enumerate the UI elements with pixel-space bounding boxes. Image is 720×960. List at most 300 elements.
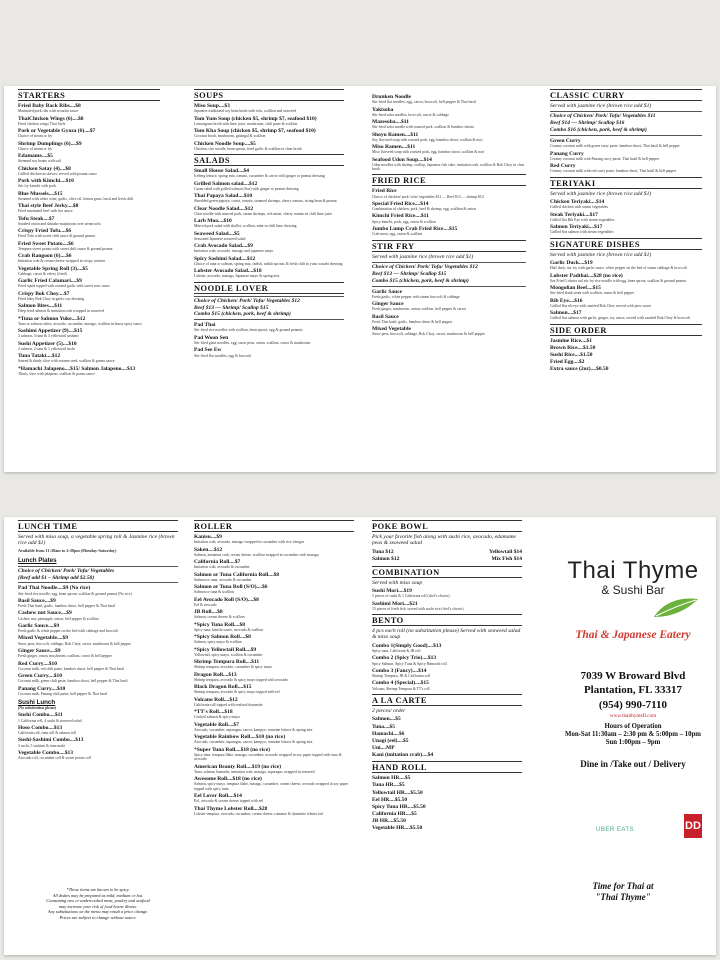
menu-item-name: Basil Sauce....$9 [18, 597, 56, 604]
menu-item-description: Creamy coconut milk with green curry paste, bamboo shoot, Thai basil & bell pepper [550, 144, 680, 149]
menu-item-description: California roll topped with seafood dynamite [194, 702, 263, 707]
menu-item-description: Imitation crab, avocado, masago and japanese mayo [194, 249, 274, 254]
menu-item-description: Imitation crab, avocado, masago wrapped in cucumber with rice vinegar [194, 540, 304, 545]
menu-item-description: Steamed soy beans with salt [18, 159, 61, 164]
menu-item-description: 5 pieces of sushi & 1 California roll (chef's choice) [372, 594, 450, 599]
noodle-list-cont [372, 94, 526, 171]
menu-item-description: Shrimp Tempura, JB & California roll [372, 674, 430, 679]
menu-item-description: Imitation crab, avocado & cucumber [194, 565, 250, 570]
menu-item-name: Green Curry....$10 [18, 673, 63, 680]
menu-item-description: Minced pork salad with shallot, scallion, mint in chili lime dressing [194, 224, 297, 229]
noodle-lover-heading: NOODLE LOVER [194, 282, 344, 294]
teriyaki-list [550, 199, 702, 235]
list-item: Fried Egg....$2 [550, 359, 585, 366]
soups-salads-column [194, 86, 344, 358]
menu-item-description: Green salad with grilled salmon (6oz) with ginger or peanut dressing [194, 186, 299, 191]
menu-item-name: Red Curry....$10 [18, 660, 57, 667]
menu-item-name: Sushi Mori....$19 [372, 588, 412, 595]
menu-item-description: Japanese traditional soy bean broth with tofu, scallion and seaweed [194, 109, 297, 114]
signature-heading: SIGNATURE DISHES [550, 238, 702, 250]
roller-column [194, 517, 354, 816]
list-item: California HR....$5 [372, 811, 417, 818]
menu-item-description: Choice of chicken/ pork/ tofu/ vegetables $11 — Beef $13 — shrimp $14 [372, 194, 484, 199]
menu-item-name: Tom Kha Soup (chicken $5, shrimp $7, seafood $10) [194, 128, 316, 135]
menu-item-description: Fresh Thai basil, garlic, bamboo shoot, bell pepper & Thai basil [18, 604, 115, 609]
menu-item-name: Chicken Noodle Soup....$5 [194, 140, 256, 147]
alacarte-heading: A LA CARTE [372, 694, 522, 706]
menu-item-description: Cabbage, carrot & celery (fried) [18, 271, 67, 276]
sushi-lunch-heading: Sushi Lunch [18, 699, 56, 707]
menu-page-2 [4, 517, 716, 955]
menu-item-name: Salmon....$17 [550, 310, 582, 317]
menu-item-description: Udon noodles with shrimp, scallop, Japanese fish cake, imitation crab, scallion & Bok Choy in clear broth [372, 162, 525, 172]
teriyaki-note: Served with jasmine rice (brown rice add $1) [550, 190, 652, 197]
menu-item-name: Eel Lover Roll....$14 [194, 793, 242, 800]
menu-item-description: Yellowtail, spicy mayo, scallion & cucumber [194, 652, 263, 657]
side-order-heading: SIDE ORDER [550, 324, 702, 336]
menu-item-name: Mixed Vegetable [372, 326, 411, 333]
menu-item-name: Mongolian Beef....$15 [550, 285, 601, 292]
lunch-combo [18, 566, 178, 584]
menu-item-description: Spicy Salmon, Spicy Tuna & Spicy Hamachi roll [372, 661, 447, 666]
lunch-list [18, 585, 178, 696]
menu-item-name: Tofu Steak....$7 [18, 215, 55, 222]
price-row [372, 549, 522, 556]
menu-item-description: Choice of tuna or salmon, spring mix, radish, radish sprouts & fresh chili in yuzu wasabi dressing [194, 261, 343, 266]
closing-tagline [560, 881, 686, 903]
menu-item-description: Fried marinated beef with hot sauce [18, 209, 73, 214]
menu-item-name: Black Dragon Roll....$15 [194, 684, 252, 691]
menu-item-name: Shrimp Tempura Roll....$11 [194, 659, 260, 666]
menu-item-description: Imitation crab & cream cheese wrapped in crispy wonton [18, 259, 106, 264]
menu-item-description: Coconut milk, green chili paste, bamboo shoot, bell pepper & Thai basil [18, 679, 128, 684]
menu-item-name: Combo 2 (Spicy Trio)....$13 [372, 655, 437, 662]
menu-item-name: Salmon Teriyaki....$17 [550, 224, 603, 231]
menu-item-name: Eel Avocado Roll (S/O)....$8 [194, 596, 259, 603]
price-row [372, 556, 522, 563]
list-item: Eel HR....$5.50 [372, 796, 408, 803]
list-item: Jasmine Rice....$1 [550, 337, 593, 344]
text-line: Beef $14 — Shrimp/ Scallop $16 [550, 120, 625, 127]
menu-item-name: Yakisoba [372, 106, 394, 113]
menu-item-name: Vegetable Rainbow Roll....$10 (no rice) [194, 734, 286, 741]
salads-list [194, 168, 344, 279]
menu-item-description: Fresh garlic, white pepper with steam broccoli & cabbage [372, 294, 460, 299]
menu-item-description: Fresh ginger, mushroom, onion, scallion, bell pepper & carrot [372, 307, 466, 312]
menu-item-name: *Tuna or Salmon Yuke....$12 [18, 315, 86, 322]
list-item: Spicy Tuna HR....$5.50 [372, 803, 426, 810]
stir-fry-heading: STIR FRY [372, 240, 526, 252]
menu-item-description: Fried baby Bok Choy in garlic soy dressing [18, 296, 85, 301]
noodle-lover-list [194, 322, 344, 358]
hand-roll-heading: HAND ROLL [372, 761, 522, 773]
stir-fry-note: Served with jasmine rice (brown rice add $1) [372, 253, 474, 260]
menu-item-name: Panang Curry [550, 150, 584, 157]
menu-item-description: Seared & thinly slice with sesame seed, scallion & ponzu sauce [18, 359, 115, 364]
menu-item-name: Sashimi Appetizer (9)....$15 [18, 328, 83, 335]
menu-item-name: Pad Woon Sen [194, 334, 229, 341]
signature-note: Served with jasmine rice (brown rice add $1) [550, 251, 652, 258]
signature-list [550, 260, 702, 321]
price-cell: Yellowtail $14 [489, 548, 522, 555]
poke-prices [372, 549, 522, 563]
menu-item-name: Cashew nut Sauce....$9 [18, 610, 72, 617]
menu-item-description: Fried squid topped with roasted garlic with sweet sour sauce [18, 284, 110, 289]
menu-item-description: Lobster tempura, avocado, cucumber, cream cheese, romaine & dynamite lobster tail [194, 811, 323, 816]
list-item: Vegetable HR....$5.50 [372, 825, 423, 832]
menu-item-name: Shoyu Ramen....$11 [372, 131, 419, 138]
menu-item-name: Miso Soup....$3 [194, 103, 230, 109]
menu-item-name: Pork or Vegetable Gyoza (6)....$7 [18, 128, 96, 135]
menu-item-name: *Spicy Salmon Roll....$8 [194, 634, 251, 641]
combination-heading: COMBINATION [372, 566, 522, 578]
alacarte-note: 2 pieces/ order [372, 707, 406, 714]
menu-item-description: Stir-fried rice noodles with scallion, bean sprout, egg & ground peanuts [194, 328, 303, 333]
bento-note: 4 pcs each roll (no substitution please) Served with seaweed salad & miso soup [372, 628, 521, 641]
menu-item-name: *Super Tuna Roll....$18 (no rice) [194, 746, 270, 753]
text-line: Choice of Chicken/ Pork/ Tofu/ Vegetables [18, 567, 115, 574]
doordash-logo: DD [684, 814, 702, 838]
combination-list [372, 588, 522, 611]
text-line: Combo $15 (chicken, pork, beef & shrimp) [194, 311, 291, 318]
menu-item-description: Grilled chicken in skewer, served with peanut sauce [18, 171, 97, 176]
logo-wordmark: Thai Thyme [567, 557, 699, 584]
menu-item-description: 3 salmon, 3 tuna & 3 yellowtail sashimi [18, 334, 79, 339]
list-item: Yellowtail HR....$5.50 [372, 789, 423, 796]
website-link[interactable]: www.thaithymefl.com [609, 712, 657, 719]
menu-item-description: Salmon, spicy mayo, tempura flake, masago, cucumber, cream cheese, avocado wrapped in soy paper topped with spicy tuna [194, 782, 349, 791]
list-item: Unagi (eel)....$5 [372, 737, 409, 744]
menu-item-description: Stir-fried flank steak with scallion, onion & bell pepper [550, 291, 635, 296]
text-line: may increase your risk of food borne illness. [58, 903, 138, 909]
menu-item-name: Blue Mussels....$15 [18, 190, 63, 197]
menu-item-name: Crab Avocado Salad....$9 [194, 243, 253, 250]
address-line-1: 7039 W Broward Blvd [580, 670, 686, 682]
price-cell: Mix Fish $14 [491, 555, 522, 562]
menu-item-name: Garlic Sauce....$9 [18, 622, 60, 629]
text-line: Prices are subject to change without notice. [59, 914, 137, 920]
poke-heading: POKE BOWL [372, 520, 522, 532]
menu-item-name: Tuna Tataki....$12 [18, 353, 61, 360]
menu-item-description: Fresh Thai basil, garlic, bamboo shoot & bell pepper [372, 319, 453, 324]
menu-item-name: Garlic Sauce [372, 288, 403, 295]
menu-item-description: Thinly slice with jalapeno, scallion & ponzu sauce [18, 371, 95, 376]
menu-item-name: Kimchi Fried Rice....$11 [372, 213, 429, 220]
text-line: Choice of Chicken/ Pork/ Tofu/ Vegetables $11 [550, 113, 656, 120]
menu-item-name: JB Roll....$8 [194, 609, 223, 616]
menu-item-name: *Hamachi Jalapeno....$15/ Salmon Jalapeno....$13 [18, 365, 136, 372]
menu-item-name: Mazesoba....$11 [372, 119, 409, 126]
menu-item-description: Choice of steam or fry [18, 146, 53, 151]
menu-item-description: Salmon, spicy mayo & scallion [194, 640, 242, 645]
tagline-line-1: Time for Thai at [592, 881, 654, 891]
soups-heading: SOUPS [194, 89, 344, 101]
menu-item-name: Dragon Roll....$13 [194, 671, 237, 678]
menu-item-name: Panang Curry....$10 [18, 685, 66, 692]
text-line: Combo $15 (chicken, pork, beef & shrimp) [372, 277, 469, 284]
menu-item-description: Choice of steam or fry [18, 134, 53, 139]
menu-item-description: Spicy kimchi, pork, egg, onion & scallion [372, 219, 436, 224]
menu-item-description: Shrimp tempura, avocado & spicy mayo topped with avocado [194, 677, 288, 682]
fried-rice-heading: FRIED RICE [372, 174, 526, 186]
menu-item-description: Grilled flat Rib Eye with steam vegetables [550, 217, 615, 222]
menu-item-name: Thai Thyme Lobster Roll....$28 [194, 805, 268, 812]
sushi-lunch-note: (No substitution please) [18, 706, 57, 711]
menu-item-name: Tom Yum Soup (chicken $5, shrimp $7, seafood $10) [194, 115, 317, 122]
price-cell: Tuna $12 [372, 548, 394, 555]
menu-item-name: Sashimi Mori....$21 [372, 600, 418, 607]
menu-item-description: Grilled 6oz salmon with garlic, ginger, soy sauce, served with sautéed Bok Choy & broccoli [550, 316, 690, 321]
menu-item-description: Stir-fried soba noodle with roasted pork, scallion & bamboo shoots [372, 125, 475, 130]
list-item: Kani (imitation crab)....$4 [372, 752, 434, 759]
menu-item-description: Salmon or tuna, avocado & cucumber [194, 577, 252, 582]
menu-item-description: 15 pieces of fresh fish, served with sushi rice (chef's choice) [372, 606, 464, 611]
text-line: (Beef add $1 – Shrimp add $2.50) [18, 574, 95, 581]
menu-item-name: Larb Moo....$10 [194, 218, 232, 225]
menu-item-name: Spicy Sashimi Salad....$12 [194, 255, 256, 262]
menu-item-description: Spicy tuna, tempura flake, masago, cucumber, avocado wrapped in soy paper topped with tuna & avocado [194, 752, 342, 762]
tagline-line-2: "Thai Thyme" [595, 891, 651, 902]
teriyaki-heading: TERIYAKI [550, 177, 702, 189]
menu-page-1 [4, 86, 716, 472]
noodle-lover-combo [194, 296, 344, 321]
menu-item-name: ThaiChicken Wings (6)....$8 [18, 115, 84, 122]
menu-item-description: Shredded green papaya, carrot, tomato, steamed shrimps, cherry tomato, string bean & peanut [194, 199, 337, 204]
menu-item-description: Creamy coconut milk with red curry paste, bamboo shoot, Thai basil & bell pepper [550, 169, 677, 174]
menu-item-description: Salmon, imitation crab, cream cheese, scallion wrapped in cucumber with masago [194, 552, 319, 557]
menu-item-description: Crab meat, egg, onion & scallion [372, 232, 423, 237]
menu-item-name: Crispy Fried Tofu....$6 [18, 228, 72, 235]
menu-item-name: Fried Sweet Potato....$6 [18, 240, 74, 247]
disclaimer [18, 887, 178, 920]
menu-item-description: Soy flavored soup with roasted pork, egg, bamboo shoot, scallion & nori [372, 137, 483, 142]
menu-item-description: Combination of chicken, pork, beef & shrimp, egg, scallion & onion [372, 207, 476, 212]
menu-item-name: Seaweed Salad....$5 [194, 230, 240, 237]
starters-column [18, 86, 160, 376]
list-item: Uni....MP [372, 745, 395, 751]
menu-item-name: Saken....$12 [194, 546, 223, 553]
menu-item-description: Stir-fried soba noodles, broccoli, carrot & cabbage [372, 112, 449, 117]
menu-item-description: Grilled chicken with steam vegetables [550, 205, 608, 210]
menu-item-name: Salmon or Tuna Roll (S/O)....$6 [194, 584, 268, 591]
menu-item-description: Grilled 6oz salmon with steam vegetables [550, 230, 614, 235]
starters-heading: STARTERS [18, 89, 160, 101]
roller-list [194, 534, 354, 816]
menu-item-name: Ginger Sauce....$9 [18, 648, 61, 654]
list-item: Tuna HR....$5 [372, 782, 405, 789]
menu-item-name: Thai Papaya Salad....$10 [194, 193, 253, 200]
menu-item-description: Stir-fried flat noodles, egg, carrot, broccoli, bell pepper & Thai basil [372, 100, 476, 105]
menu-item-description: Avocado, cucumber, asparagus, carrot, kampyo, romaine lettuce & spring mix [194, 740, 313, 745]
curry-list [550, 138, 702, 174]
curry-column [550, 86, 702, 372]
stir-fry-combo [372, 262, 526, 287]
menu-item-name: Miso Ramen....$11 [372, 144, 416, 151]
hours-title: Hours of Operation [604, 722, 662, 730]
menu-item-name: Combo 3 (Fancy)....$14 [372, 667, 427, 674]
menu-item-name: Chicken Teriyaki....$14 [550, 199, 605, 206]
menu-item-name: Sushi Combo....$11 [18, 712, 63, 719]
menu-item-name: Drunken Noodle [372, 94, 411, 100]
list-item: Tuna....$5 [372, 723, 396, 730]
list-item: Brown Rice....$1.50 [550, 344, 596, 351]
menu-item-name: *TT's Roll....$18 [194, 709, 233, 716]
menu-item-description: Stir-fried rice noodle, egg, bean sprout, scallion & ground peanut (No rice) [18, 591, 132, 596]
menu-item-description: Clear noodle with minced pork, steam shrimps, red onion, cherry tomato in chili lime juice [194, 211, 333, 216]
menu-item-name: Clear Noodle Salad....$12 [194, 205, 254, 212]
menu-item-name: Special Fried Rice....$14 [372, 200, 429, 207]
stir-fry-list [372, 289, 526, 337]
soups-list [194, 103, 344, 151]
menu-item-name: Mixed Vegetable....$9 [18, 635, 68, 642]
service-options: Dine in /Take out / Delivery [580, 759, 686, 770]
menu-item-name: Chicken Satay (4)....$8 [18, 165, 71, 172]
menu-item-name: Crab Rangoon (6)....$6 [18, 253, 72, 260]
menu-item-name: Fried Baby Back Ribs....$8 [18, 103, 81, 109]
price-cell: Salmon $12 [372, 555, 400, 562]
menu-item-description: Stir-fried glass noodles, egg, snow peas, onion, scallion, carrot & mushroom [194, 341, 311, 345]
menu-item-description: Cashew nut, pineapple, onion, bell pepper & scallion [18, 616, 99, 621]
menu-item-description: Fresh ginger, onion, mushroom, scallion, carrot & bell pepper [18, 654, 112, 659]
leaf-icon [652, 597, 700, 619]
menu-item-name: Rib Eye....$16 [550, 297, 583, 304]
list-item: Salmon HR....$5 [372, 775, 411, 782]
menu-item-name: Salmon Bites....$11 [18, 303, 63, 310]
menu-item-name: Seafood Udon Soup....$14 [372, 156, 432, 163]
menu-item-name: Shrimp Dumplings (6)....$9 [18, 140, 82, 147]
menu-item-description: Lemongrass broth with lime juice, mushroom, chili paste & scallion [194, 121, 298, 126]
text-line: Beef $13 — Shrimp/ Scallop $15 [194, 304, 269, 311]
address-line-2: Plantation, FL 33317 [583, 684, 683, 697]
menu-item-description: Eel, avocado & cream cheese topped with eel [194, 799, 264, 804]
sushi-bar-column [372, 517, 522, 832]
menu-item-description: Cooked salmon & spicy mayo [194, 715, 240, 720]
menu-item-description: Avocado roll, cucumber roll & sweet potato roll [18, 756, 91, 761]
menu-item-description: Volcano, Shrimp Tempura & TT's roll [372, 686, 430, 691]
lunch-column [18, 517, 178, 760]
menu-item-name: Sushi Appetizer (5)....$10 [18, 340, 77, 347]
menu-item-description: Stir fry kimchi with pork [18, 184, 56, 189]
menu-item-name: Small House Salad....$4 [194, 168, 250, 175]
starters-list [18, 103, 160, 376]
menu-item-description: Seasoned Japanese seaweed salad [194, 236, 246, 241]
menu-item-description: Salmon or tuna & scallion [194, 590, 234, 595]
menu-item-description: Fresh garlic & white pepper on the bed with cabbage and broccoli [18, 629, 119, 634]
menu-item-name: Awesome Roll....$18 (no rice) [194, 776, 262, 783]
menu-item-name: Crispy Bok Choy....$7 [18, 290, 70, 297]
menu-item-description: Iceberg lettuce, spring mix, tomato, cucumber & carrot with ginger or peanut dressing [194, 174, 325, 179]
menu-item-description: Deep fried salmon & imitation crab wrapped in seaweed [18, 309, 104, 314]
menu-item-name: Combo 1(Simply Good)....$13 [372, 642, 442, 649]
menu-item-name: Green Curry [550, 138, 581, 145]
menu-item-name: Lobster Avocado Salad....$18 [194, 268, 262, 275]
menu-item-name: Pork with Kimchi....$10 [18, 178, 74, 185]
menu-item-description: Eel & avocado [194, 602, 217, 607]
text-line: Any substitutions on the menu may result a price change. [47, 909, 149, 914]
menu-item-description: Shrimp tempura, avocado, cucumber & spicy mayo [194, 665, 273, 670]
menu-item-name: California Roll....$7 [194, 559, 241, 566]
logo-subtitle: & Sushi Bar [601, 583, 665, 597]
menu-item-name: Pad Thai [194, 322, 216, 329]
lunch-heading: LUNCH TIME [18, 520, 178, 532]
salads-heading: SALADS [194, 154, 344, 166]
menu-item-description: Marinated pork ribs with sriracha sauce [18, 109, 79, 114]
curry-heading: CLASSIC CURRY [550, 89, 702, 101]
menu-item-description: 6oz Fried Lobster tail stir fry rice noodle with egg, bean sprout, scallion & ground peanut [550, 278, 686, 283]
menu-item-name: Thai style Beef Jerky....$8 [18, 203, 79, 210]
menu-item-description: Salmon, cream cheese & scallion [194, 615, 245, 620]
noodles-rice-column [372, 86, 526, 337]
menu-item-description: Snow peas, broccoli, cabbage, Bok Choy, carrot, mushroom & bell pepper [18, 641, 131, 646]
lunch-plates-heading: Lunch Plates [18, 556, 57, 564]
menu-item-name: Grilled Salmon salad....$12 [194, 180, 258, 187]
text-line: Beef $13 — Shrimp/ Scallop $15 [372, 270, 447, 277]
menu-item-description: Coconut broth, mushroom, galangal & scallion [194, 134, 266, 139]
text-line: All dishes may be prepared as mild, medium or hot. [52, 892, 144, 898]
address [552, 669, 714, 712]
lunch-note: Served with miso soup, a vegetable spring roll & Jasmine rice (brown rice add $1) [18, 534, 175, 547]
menu-item-name: Lobster Padthai....$28 (no rice) [550, 272, 623, 279]
menu-item-name: Jumbo Lump Crab Fried Rice....$15 [372, 226, 458, 232]
text-line: Choice of Chicken/ Pork/ Tofu/ Vegetables $12 [194, 297, 300, 304]
menu-item-description: Fried chicken wings Thai Style [18, 121, 66, 126]
menu-item-description: Lobster, avocado, masago, Japanese mayo & spring mix [194, 274, 280, 279]
phone-number: (954) 990-7110 [598, 698, 668, 711]
menu-item-name: Hoso Combo....$13 [18, 724, 63, 731]
menu-item-name: Pad See Ew [194, 347, 222, 354]
hours-line-2: Sun 1:00pm – 9pm [605, 739, 661, 747]
text-line: Consuming raw or undercooked meat, poultry and seafood [46, 898, 150, 903]
restaurant-branding [552, 557, 714, 769]
curry-note: Served with jasmine rice (brown rice add $1) [550, 103, 652, 109]
menu-item-name: Salmon or Tuna California Roll....$8 [194, 571, 280, 578]
menu-item-name: Garlic Fried Calamari....$9 [18, 278, 82, 285]
menu-item-description: Tuna or salmon cubes, avocado, cucumber, masago, scallion in house spicy sauce [18, 321, 142, 326]
menu-item-description: Miso flavored soup with roasted pork, egg, bamboo shoot, scallion & nori [372, 150, 485, 155]
eatery-tagline: Thai & Japanese Eatery [575, 629, 691, 641]
bento-list [372, 643, 522, 691]
menu-item-name: Vegetable Spring Roll (3)....$5 [18, 265, 88, 272]
menu-item-description: Spicy tuna, kimchi sauce, avocado & scallion [194, 627, 264, 632]
sushi-lunch-list [18, 712, 178, 760]
menu-item-name: *Spicy Yellowtail Roll....$9 [194, 646, 257, 653]
menu-item-description: Grilled 8oz rib eye with sautéed Bok Choy served with jaew sauce [550, 303, 652, 308]
menu-item-name: Volcano Roll....$12 [194, 696, 238, 703]
fried-rice-list [372, 188, 526, 236]
menu-item-description: Chicken, rice noodle, bean sprout, fried garlic & scallion in clear broth [194, 146, 302, 151]
menu-item-name: Ginger Sauce [372, 301, 404, 308]
menu-item-name: Fried Rice [372, 188, 397, 195]
list-item: JB HR....$5.50 [372, 818, 406, 825]
menu-item-name: Vegetable Combo....$13 [18, 749, 73, 756]
menu-item-description: Steamed with white wine, garlic, olive oil, lemon grass, basil and fresh chili [18, 196, 134, 201]
menu-item-description: Snow peas, broccoli, cabbage, Bok Choy, carrot, mushroom & bell pepper [372, 332, 485, 337]
menu-item-description: Creamy coconut milk with Panang curry paste, Thai basil & bell pepper [550, 156, 660, 161]
menu-item-name: *Spicy Tuna Roll....$8 [194, 621, 246, 628]
uber-eats-logo: UBER EATS [596, 827, 635, 833]
menu-item-description: Spicy tuna, California & JB roll [372, 649, 421, 654]
menu-item-description: Tempura sweet potato with sweet chili sauce & ground peanut [18, 246, 113, 251]
list-item: Salmon....$5 [372, 716, 401, 723]
menu-item-description: 2 salmon, 2 tuna & 1 yellowtail sushi [18, 346, 75, 351]
bento-heading: BENTO [372, 614, 522, 626]
list-item: Hamachi....$6 [372, 730, 405, 737]
text-line: Choice of Chicken/ Pork/ Tofu/ Vegetables $12 [372, 263, 478, 270]
list-item: Extra sauce (2oz)....$0.50 [550, 366, 609, 373]
hours [552, 723, 714, 747]
side-order-list [550, 338, 702, 373]
menu-item-name: Edamame....$5 [18, 153, 53, 160]
